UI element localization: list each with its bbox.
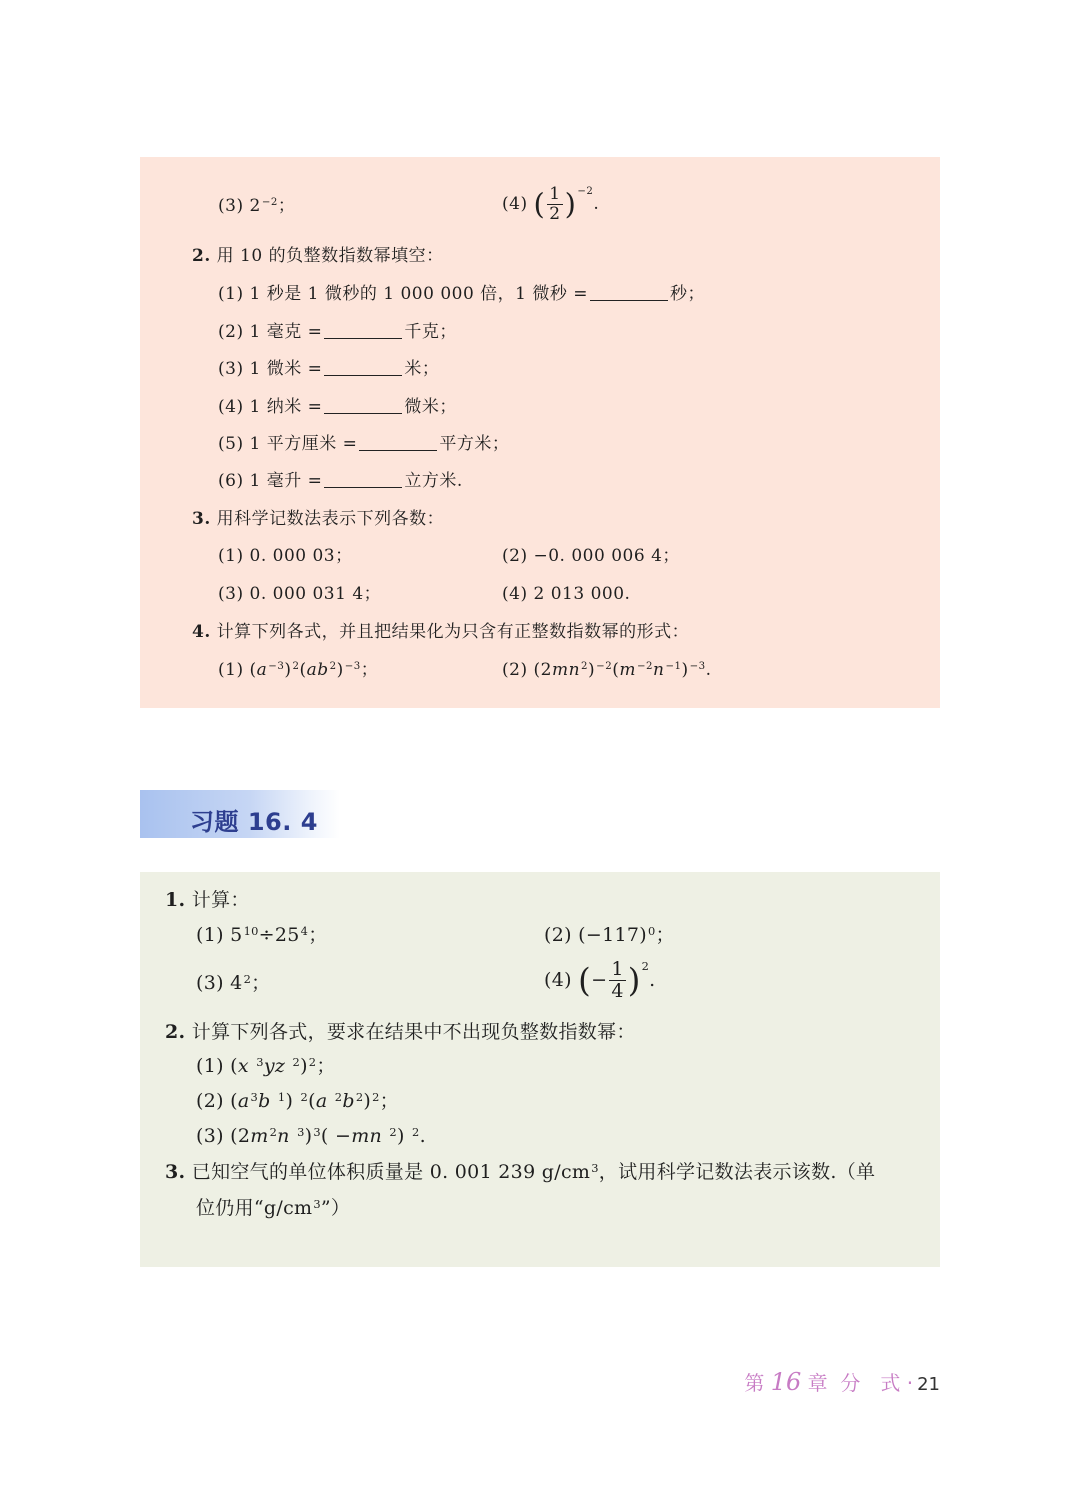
- exercise-2-stem: 2. 计算下列各式，要求在结果中不出现负整数指数幂：: [165, 1021, 636, 1043]
- section-title: 习题 16. 4: [190, 808, 318, 836]
- ex1-item-4: (4) (− $\frac{1}{4}$ )$^2$.: [544, 958, 656, 1002]
- q2-item-4: (4) 1 纳米 = 微米；: [218, 397, 457, 417]
- question-4-stem: 4. 计算下列各式，并且把结果化为只含有正整数指数幂的形式：: [192, 622, 690, 642]
- page-number: 21: [917, 1374, 940, 1395]
- ex2-item-3: (3) ($2m^2n$ $^3$)$^3$( −mn $^2$) $^2$.: [196, 1124, 426, 1147]
- q2-item-2: (2) 1 毫克 = 千克；: [218, 322, 457, 342]
- prev-item-4: (4) ( $\frac{1}{2}$ )$^{-2}$.: [502, 184, 600, 224]
- chapter-title: 分 式: [840, 1371, 901, 1395]
- ex1-item-3: (3) $4^2$；: [196, 971, 271, 994]
- page-footer: 第 16 章 分 式 · 21: [744, 1368, 940, 1396]
- answer-blank[interactable]: [324, 374, 402, 376]
- q2-item-3: (3) 1 微米 = 米；: [218, 359, 440, 379]
- answer-blank[interactable]: [324, 412, 402, 414]
- q2-item-1: (1) 1 秒是 1 微秒的 1 000 000 倍，1 微秒 = 秒；: [218, 284, 706, 304]
- ex2-item-2: (2) ($a^3b$ $^1$) $^2$(a $^2b^2)^2$；: [196, 1089, 399, 1112]
- ex2-item-1: (1) (x $^3$yz $^2$)$^2$；: [196, 1054, 336, 1077]
- answer-blank[interactable]: [359, 449, 437, 451]
- q3-item-2: (2) −0. 000 006 4；: [502, 546, 680, 566]
- q4-item-1: (1) $(a^{-3})^2(ab^2)^{-3}$；: [218, 660, 379, 680]
- answer-blank[interactable]: [324, 486, 402, 488]
- q4-item-2: (2) $(2mn^2)^{-2}(m^{-2}n^{-1})^{-3}$.: [502, 660, 712, 680]
- section-banner: [140, 790, 340, 838]
- exercise-1-stem: 1. 计算：: [165, 889, 250, 911]
- q2-item-5: (5) 1 平方厘米 = 平方米；: [218, 434, 510, 454]
- exercise-3-line-1: 3. 已知空气的单位体积质量是 0. 001 239 $g/cm^3$，试用科学记数法表示该数.（单: [165, 1160, 876, 1183]
- q3-item-4: (4) 2 013 000.: [502, 584, 631, 604]
- ex1-item-1: (1) $5^{10}\div 25^4$；: [196, 923, 328, 946]
- chapter-number: 16: [770, 1368, 802, 1396]
- question-2-stem: 2. 用 10 的负整数指数幂填空：: [192, 246, 444, 266]
- q3-item-1: (1) 0. 000 03；: [218, 546, 353, 566]
- answer-blank[interactable]: [324, 337, 402, 339]
- ex1-item-2: (2) $(-117)^0$；: [544, 923, 675, 946]
- q3-item-3: (3) 0. 000 031 4；: [218, 584, 382, 604]
- question-3-stem: 3. 用科学记数法表示下列各数：: [192, 509, 445, 529]
- answer-blank[interactable]: [590, 299, 668, 301]
- q2-item-6: (6) 1 毫升 = 立方米.: [218, 471, 463, 491]
- exercise-3-line-2: 位仍用“$g/cm^3$”）: [196, 1196, 351, 1219]
- prev-item-3: (3) $2^{-2}$；: [218, 196, 296, 216]
